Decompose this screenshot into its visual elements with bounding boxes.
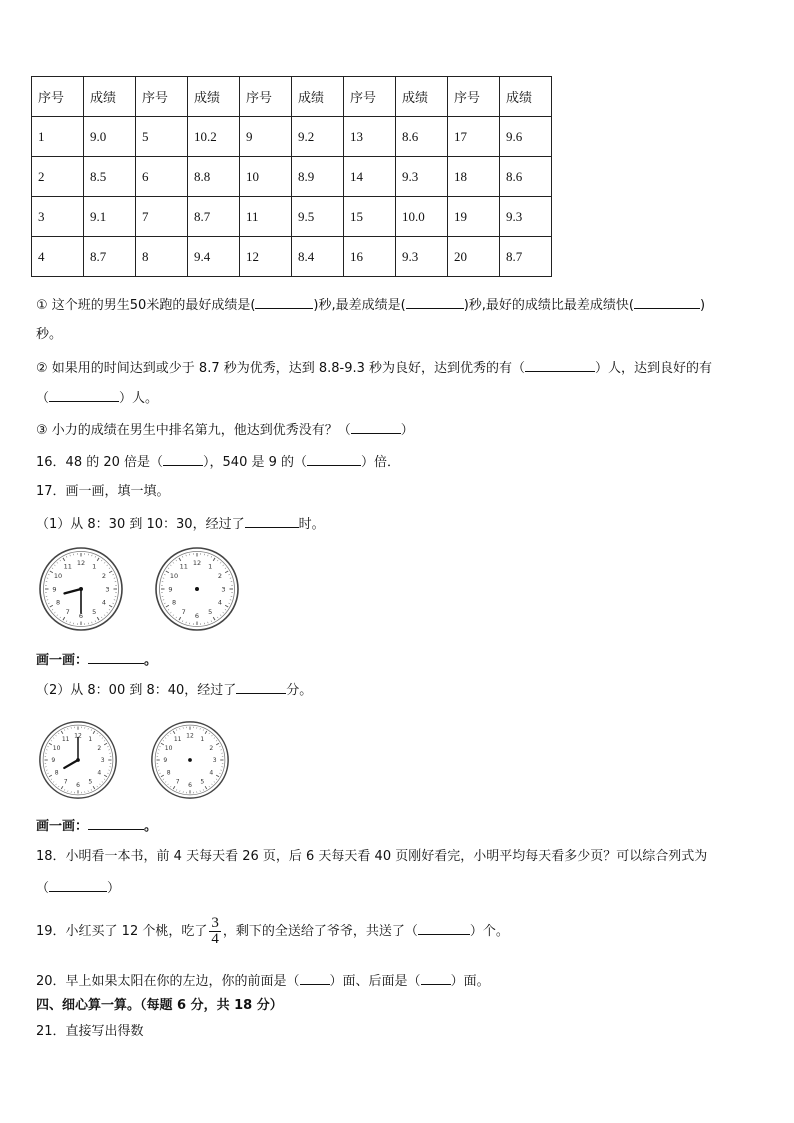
table-cell: 15 [344,197,396,237]
q16-text-c: ）倍． [361,455,401,470]
table-header-cell: 成绩 [500,77,552,117]
question-17-title: 17．画一画，填一填。 [36,484,170,499]
table-cell: 13 [344,117,396,157]
q17-part1-text-b: 时。 [298,517,325,532]
score-table-body [32,77,552,277]
clock-number: 5 [92,608,97,617]
clock-center-dot [188,758,192,762]
q19-text-a: 19．小红买了 12 个桃，吃了 [36,924,208,939]
table-cell: 17 [448,117,500,157]
table-cell: 9.0 [84,117,136,157]
clock-number: 3 [212,757,217,765]
table-row [32,157,552,197]
q17-part1 [36,514,325,534]
q20-text-a: 20．早上如果太阳在你的左边，你的前面是（ [36,974,300,989]
table-cell: 19 [448,197,500,237]
table-cell: 9.2 [292,117,344,157]
clock-number: 3 [221,585,226,594]
q15-part1-text-b: )秒,最差成绩是( [313,298,406,313]
fraction-three-quarters [209,916,221,947]
q15-part3-text-a: ③ 小力的成绩在男生中排名第九，他达到优秀没有？（ [36,423,351,438]
q15-part1-text-d: ) [699,298,706,313]
clock-number: 7 [175,778,180,786]
clock-number: 10 [164,744,173,752]
q15-part2-text-b: ）人，达到良好的有 [595,361,713,376]
table-cell: 1 [32,117,84,157]
table-cell: 9 [240,117,292,157]
question-18: 18．小明看一本书，前 4 天每天看 26 页，后 6 天每天看 40 页刚好看完，小明平均每天看多少页？可以综合列式为 [36,849,708,864]
q20-text-c: ）面。 [450,974,490,989]
clock-number: 6 [78,611,84,620]
table-cell: 9.3 [396,237,448,277]
table-header-cell: 序号 [136,77,188,117]
table-cell: 10.0 [396,197,448,237]
section-4-title: 四、细心算一算。（每题 6 分，共 18 分） [36,998,283,1013]
q15-part3-text-b: ） [400,423,414,438]
question-16 [36,452,400,472]
q17-draw2-end: 。 [144,819,158,834]
table-cell: 9.4 [188,237,240,277]
table-cell: 8.8 [188,157,240,197]
q15-part2-text-d: ）人。 [119,391,159,406]
clock-number: 7 [63,778,68,786]
table-cell: 3 [32,197,84,237]
table-cell: 11 [240,197,292,237]
clock-number: 5 [88,778,93,786]
answer-blank[interactable] [49,878,107,892]
q15-part1 [36,295,705,315]
table-row [32,117,552,157]
table-cell: 8.7 [84,237,136,277]
clock-number: 11 [179,562,188,571]
table-cell: 8 [136,237,188,277]
table-cell: 14 [344,157,396,197]
question-21-title: 21．直接写出得数 [36,1024,144,1039]
q17-part2-text-a: （2）从 8：00 到 8：40，经过了 [36,683,237,698]
clock-number: 9 [52,585,57,594]
question-20 [36,971,490,991]
q17-draw1-label: 画一画： [36,653,89,668]
answer-blank[interactable] [418,921,470,935]
answer-blank[interactable] [245,514,299,528]
table-header-cell: 序号 [344,77,396,117]
q19-text-b: ，剩下的全送给了爷爷，共送了（ [222,924,418,939]
clock-number: 7 [181,608,186,617]
q17-draw2 [36,816,157,836]
clock-number: 8 [166,769,171,777]
table-cell: 8.6 [500,157,552,197]
table-header-row [32,77,552,117]
clock-number: 10 [53,572,63,581]
clock-center-dot [79,587,83,591]
clock-number: 2 [101,572,107,581]
table-header-cell: 成绩 [292,77,344,117]
table-cell: 18 [448,157,500,197]
table-cell: 20 [448,237,500,277]
clock-number: 7 [65,608,70,617]
answer-blank[interactable] [421,971,451,985]
q15-part3 [36,420,414,440]
clock-number: 12 [76,558,86,567]
q15-part2-cont [36,388,158,408]
answer-blank[interactable] [163,452,203,466]
table-cell: 9.1 [84,197,136,237]
clock-number: 12 [74,732,82,740]
answer-blank[interactable] [49,388,119,402]
q18-text-c: ） [107,881,121,896]
clock-number: 11 [61,735,70,743]
clock-number: 4 [217,598,223,607]
clock-number: 10 [169,572,179,581]
clock-number: 1 [208,562,213,571]
table-row [32,197,552,237]
q17-draw1 [36,650,157,670]
clock-number: 6 [188,781,192,789]
clock-number: 11 [63,562,72,571]
q15-part1-text-a: ① 这个班的男生50米跑的最好成绩是( [36,298,256,313]
q17-part2-text-b: 分。 [286,683,313,698]
table-header-cell: 序号 [448,77,500,117]
table-header-cell: 序号 [32,77,84,117]
table-header-cell: 成绩 [396,77,448,117]
clock-number: 5 [200,778,205,786]
table-cell: 9.3 [396,157,448,197]
clock-face-blank[interactable] [150,720,230,800]
clock-face-8-30 [38,546,124,632]
clock-number: 5 [208,608,213,617]
q17-draw2-label: 画一画： [36,819,89,834]
table-cell: 8.7 [188,197,240,237]
table-cell: 8.4 [292,237,344,277]
table-cell: 4 [32,237,84,277]
clock-center-dot [76,758,80,762]
q15-part1-text-c: )秒,最好的成绩比最差成绩快( [463,298,634,313]
table-cell: 8.9 [292,157,344,197]
table-cell: 8.5 [84,157,136,197]
q20-text-b: ）面、后面是（ [329,974,421,989]
table-cell: 9.3 [500,197,552,237]
q15-part1-cont: 秒。 [36,327,63,342]
table-cell: 12 [240,237,292,277]
answer-blank[interactable] [300,971,330,985]
clock-number: 8 [171,598,177,607]
table-cell: 16 [344,237,396,277]
q15-part2-text-a: ② 如果用的时间达到或少于 8.7 秒为优秀，达到 8.8-9.3 秒为良好，达到优秀的有（ [36,361,526,376]
answer-blank[interactable] [236,680,286,694]
q15-part2 [36,358,712,378]
clock-number: 12 [186,732,194,740]
table-cell: 8.7 [500,237,552,277]
table-header-cell: 成绩 [84,77,136,117]
clock-number: 3 [100,757,105,765]
clock-number: 10 [52,744,61,752]
q15-part2-text-c: （ [36,391,50,406]
answer-blank[interactable] [351,420,401,434]
clock-number: 4 [101,598,107,607]
answer-blank[interactable] [88,816,144,830]
clock-number: 8 [54,769,59,777]
clock-number: 12 [192,558,202,567]
table-cell: 2 [32,157,84,197]
table-cell: 5 [136,117,188,157]
q17-part1-text-a: （1）从 8：30 到 10：30，经过了 [36,517,245,532]
answer-blank[interactable] [307,452,361,466]
answer-blank[interactable] [525,358,595,372]
clock-number: 1 [200,735,205,743]
table-cell: 7 [136,197,188,237]
table-cell: 9.5 [292,197,344,237]
clock-number: 11 [173,735,182,743]
answer-blank[interactable] [88,650,144,664]
score-table [31,76,552,277]
clock-center-dot [195,587,199,591]
clock-number: 2 [217,572,223,581]
clock-number: 9 [168,585,173,594]
clock-number: 2 [209,744,214,752]
clock-number: 1 [88,735,93,743]
answer-blank[interactable] [406,295,464,309]
q18-text-b: （ [36,881,50,896]
table-cell: 10.2 [188,117,240,157]
q19-text-c: ）个。 [469,924,509,939]
table-cell: 9.6 [500,117,552,157]
question-19 [36,914,509,950]
answer-blank[interactable] [255,295,313,309]
clock-number: 3 [105,585,110,594]
clock-number: 6 [194,611,200,620]
clock-number: 4 [209,769,214,777]
question-18-cont [36,878,120,898]
clock-number: 4 [97,769,102,777]
clock-number: 9 [51,757,56,765]
fraction-denominator: 4 [211,931,219,947]
table-header-cell: 序号 [240,77,292,117]
table-header-cell: 成绩 [188,77,240,117]
q17-draw1-end: 。 [144,653,158,668]
clock-face-blank[interactable] [154,546,240,632]
clock-face-8-00 [38,720,118,800]
table-cell: 10 [240,157,292,197]
q17-part2 [36,680,312,700]
clock-number: 8 [55,598,61,607]
answer-blank[interactable] [634,295,700,309]
clock-number: 2 [97,744,102,752]
table-cell: 6 [136,157,188,197]
clock-number: 9 [163,757,168,765]
clock-number: 1 [92,562,97,571]
clock-number: 6 [76,781,80,789]
fraction-numerator: 3 [211,915,219,931]
table-row [32,237,552,277]
q16-text-a: 16．48 的 20 倍是（ [36,455,164,470]
table-cell: 8.6 [396,117,448,157]
q16-text-b: ），540 是 9 的（ [203,455,308,470]
